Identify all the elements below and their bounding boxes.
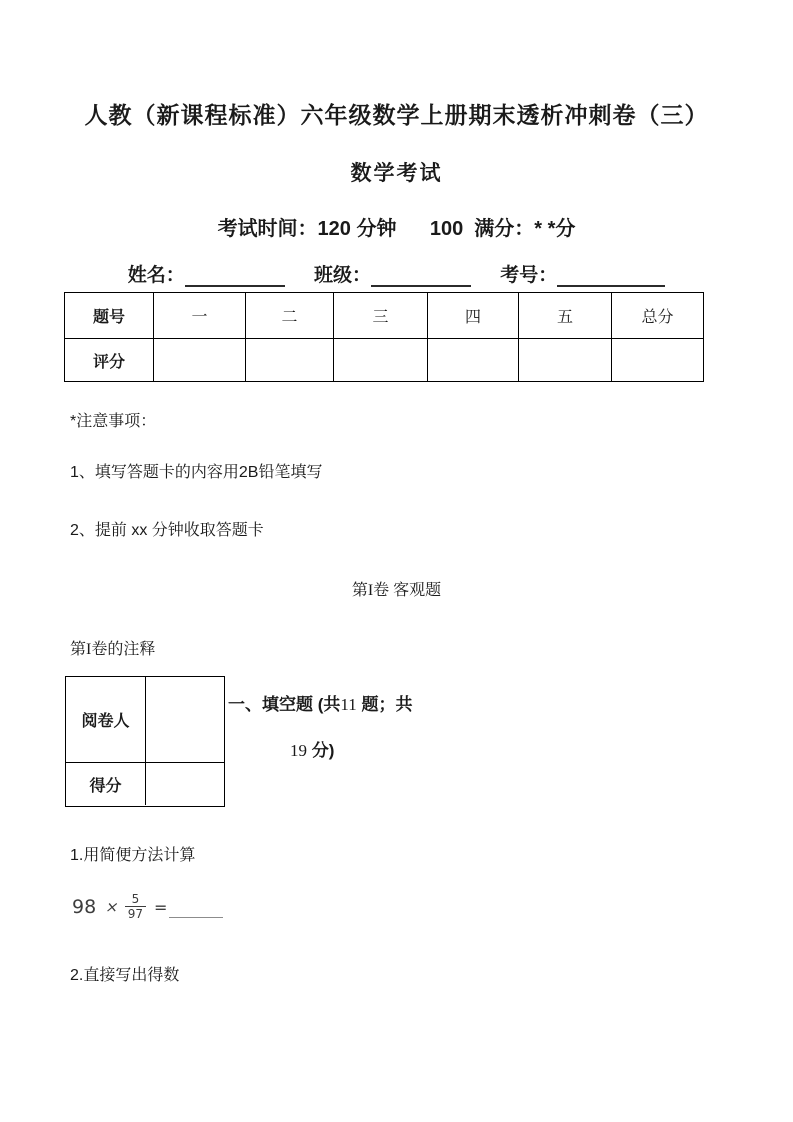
section1-annotation: 第I卷的注释 [70, 641, 156, 658]
score-empty-cell [146, 763, 224, 805]
student-class-field [314, 265, 471, 286]
student-name-field [128, 265, 285, 286]
section1-title: 第I卷 客观题 [351, 582, 442, 599]
score-label-cell: 得分 [66, 763, 146, 805]
class-blank-line [371, 265, 471, 287]
grade-table-empty-cell [428, 339, 519, 382]
note-item-1: 1、填写答题卡的内容用2B铅笔填写 [70, 464, 323, 481]
points-value: 19 [290, 741, 307, 760]
grade-table-score-label-cell: 评分 [65, 339, 154, 382]
grade-table-col-1: 一 [154, 293, 246, 339]
grade-table-col-total: 总分 [612, 293, 704, 339]
page-subtitle: 数学考试 [350, 162, 443, 185]
fraction-denominator: 97 [125, 906, 146, 922]
student-id-field [500, 265, 665, 286]
grade-table-empty-cell [246, 339, 334, 382]
grade-table-empty-cell [612, 339, 704, 382]
reviewer-score-box [65, 676, 225, 807]
grade-table-col-5: 五 [519, 293, 612, 339]
grade-table-empty-cell [154, 339, 246, 382]
grade-table-empty-cell [519, 339, 612, 382]
fill-in-section-heading-line1 [228, 690, 413, 715]
reviewer-empty-cell [146, 677, 224, 763]
grade-summary-table [64, 292, 704, 382]
fraction [125, 893, 146, 922]
grade-table-empty-cell [334, 339, 428, 382]
fill-in-section-heading-line2 [290, 736, 334, 761]
exam-id-label: 考号： [500, 265, 558, 286]
exam-info-line: 考试时间：120 分钟 100 满分：* *分 [217, 218, 576, 240]
class-label: 班级： [313, 265, 371, 286]
heading-text: 一、填空题 (共 [228, 695, 341, 714]
exam-id-blank-line [557, 265, 665, 287]
question-1-label: 1.用简便方法计算 [70, 847, 196, 864]
question-count: 11 [340, 695, 357, 714]
note-item-2: 2、提前 xx 分钟收取答题卡 [70, 522, 264, 539]
notes-header: *注意事项： [70, 413, 157, 430]
grade-table-header-row [65, 293, 704, 339]
equals-sign: = [154, 897, 168, 917]
question-1-expression [72, 890, 223, 924]
name-label: 姓名： [127, 265, 185, 286]
answer-blank-line [169, 917, 223, 918]
fraction-numerator: 5 [131, 891, 140, 906]
multiply-sign: × [104, 898, 121, 916]
question-2-label: 2.直接写出得数 [70, 967, 180, 984]
grade-table-col-3: 三 [334, 293, 428, 339]
grade-table-col-2: 二 [246, 293, 334, 339]
grade-table-score-row [65, 339, 704, 382]
heading-text: 分) [307, 741, 335, 760]
reviewer-label-cell: 阅卷人 [66, 677, 146, 763]
name-blank-line [185, 265, 285, 287]
page-title: 人教（新课程标准）六年级数学上册期末透析冲刺卷（三） [84, 102, 709, 128]
student-info-line [0, 260, 793, 287]
grade-table-col-4: 四 [428, 293, 519, 339]
expression-operand: 98 [72, 896, 97, 918]
heading-text: 题；共 [356, 695, 413, 714]
grade-table-corner-cell: 题号 [65, 293, 154, 339]
